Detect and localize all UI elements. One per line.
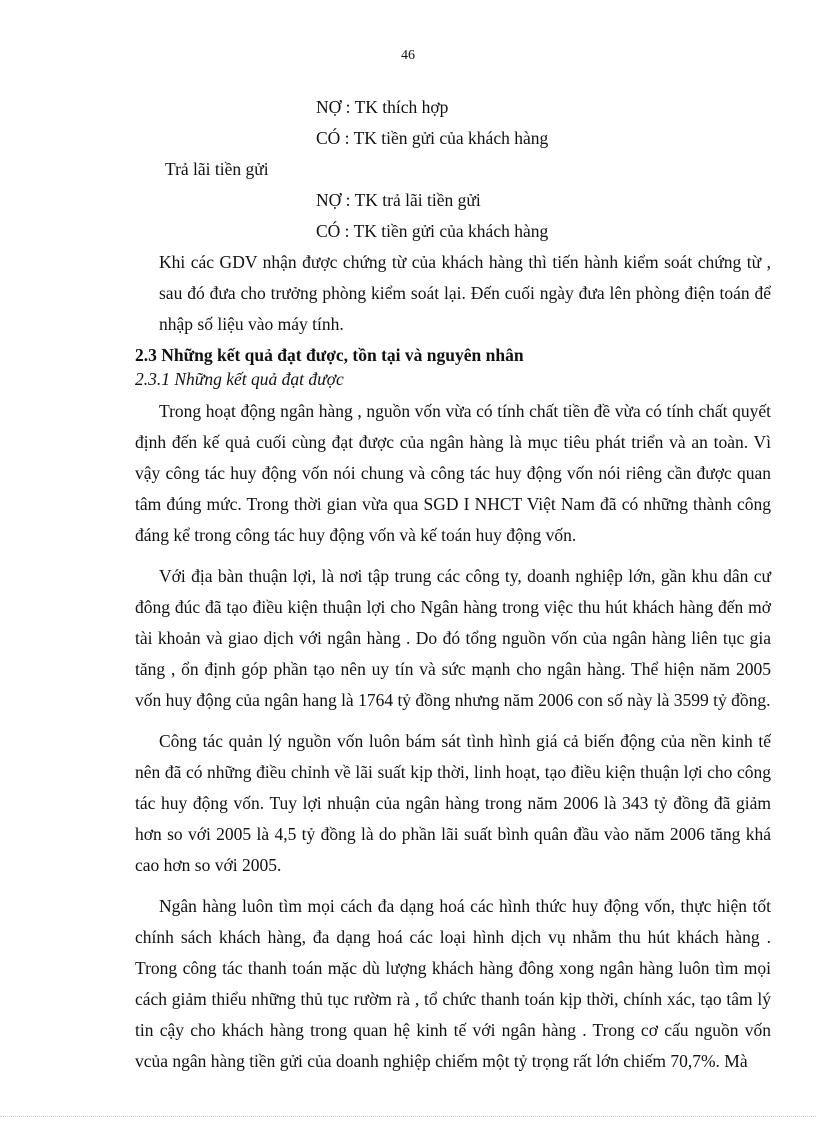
subsection-heading: 2.3.1 Những kết quả đạt được: [135, 369, 344, 389]
intro-paragraph: Khi các GDV nhận được chứng từ của khách hàng thì tiến hành kiểm soát chứng từ , sau đó đưa cho trưởng phòng kiểm soát lại. Đến cuối ngày đưa lên phòng điện toán để nhập số liệu vào máy tính.: [159, 252, 771, 334]
body-paragraph: Công tác quản lý nguồn vốn luôn bám sát tình hình giá cả biến động của nền kinh tế nên đã có những điều chỉnh về lãi suất kịp thời, linh hoạt, tạo điều kiện thuận lợi cho công tác huy động vốn. Tuy lợi nhuận của ngân hàng trong năm 2006 là 343 tỷ đồng đã giảm hơn so với 2005 là 4,5 tỷ đồng là do phần lãi suất bình quân đầu vào năm 2006 tăng khá cao hơn so với 2005.: [135, 731, 771, 875]
interest-label: Trả lãi tiền gửi: [165, 159, 269, 179]
accounting-entry-debit: NỢ : TK thích hợp: [316, 97, 449, 117]
body-paragraph: Ngân hàng luôn tìm mọi cách đa dạng hoá các hình thức huy động vốn, thực hiện tốt chính sách khách hàng, đa dạng hoá các loại hình dịch vụ nhằm thu hút khách hàng . Trong công tác thanh toán mặc dù lượng khách hàng đông xong ngân hàng luôn tìm mọi cách giảm thiểu những thủ tục rườm rà , tổ chức thanh toán kịp thời, chính xác, tạo tâm lý tin cậy cho khách hàng trong quan hệ kinh tế với ngân hàng . Trong cơ cấu nguồn vốn vcủa ngân hàng tiền gửi của doanh nghiệp chiếm một tỷ trọng rất lớn chiếm 70,7%. Mà: [135, 896, 771, 1071]
interest-entry-debit: NỢ : TK trả lãi tiền gửi: [316, 190, 481, 210]
page-bottom-rule: [0, 1116, 816, 1117]
body-paragraph: Với địa bàn thuận lợi, là nơi tập trung các công ty, doanh nghiệp lớn, gần khu dân cư đông đúc đã tạo điều kiện thuận lợi cho Ngân hàng trong việc thu hút khách hàng đến mở tài khoản và giao dịch với ngân hàng . Do đó tổng nguồn vốn của ngân hàng liên tục gia tăng , ổn định góp phần tạo nên uy tín và sức mạnh cho ngân hàng. Thể hiện năm 2005 vốn huy động của ngân hang là 1764 tỷ đồng nhưng năm 2006 con số này là 3599 tỷ đồng.: [135, 566, 771, 710]
interest-entry-credit: CÓ : TK tiền gửi của khách hàng: [316, 221, 549, 241]
page-number: 46: [401, 48, 415, 63]
body-paragraph: Trong hoạt động ngân hàng , nguồn vốn vừa có tính chất tiền đề vừa có tính chất quyết định đến kế quả cuối cùng đạt được của ngân hàng là mục tiêu phát triển và an toàn. Vì vậy công tác huy động vốn nói chung và công tác huy động vốn nói riêng cần được quan tâm đúng mức. Trong thời gian vừa qua SGD I NHCT Việt Nam đã có những thành công đáng kể trong công tác huy động vốn và kế toán huy động vốn.: [135, 401, 771, 545]
accounting-entry-credit: CÓ : TK tiền gửi của khách hàng: [316, 128, 549, 148]
section-heading: 2.3 Những kết quả đạt được, tồn tại và nguyên nhân: [135, 345, 524, 365]
document-body: [135, 92, 771, 1077]
